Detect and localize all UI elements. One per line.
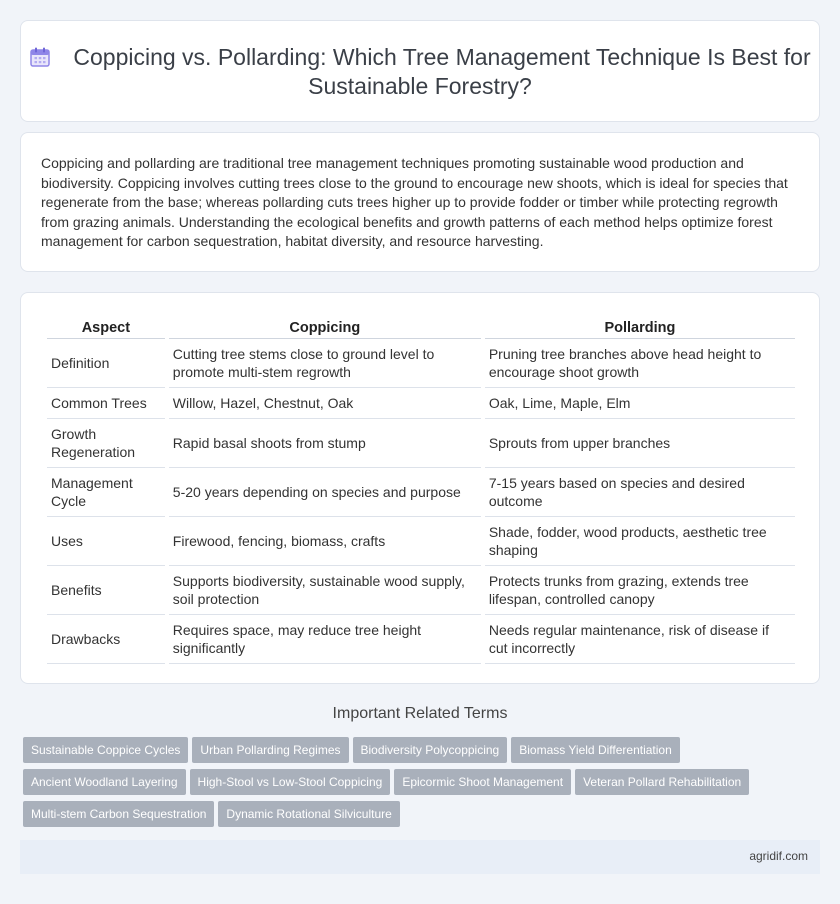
footer-site-link[interactable]: agridif.com <box>749 849 808 863</box>
related-term-tag[interactable]: Biomass Yield Differentiation <box>511 737 680 763</box>
page-title: Coppicing vs. Pollarding: Which Tree Management Technique Is Best for Sustainable Forestry? <box>73 44 811 99</box>
pollarding-cell: Needs regular maintenance, risk of disease if cut incorrectly <box>485 615 795 664</box>
table-row <box>47 388 795 419</box>
related-terms-title: Important Related Terms <box>332 705 508 722</box>
related-terms-list <box>23 737 813 833</box>
calendar-icon <box>29 46 51 68</box>
comparison-table <box>43 315 799 664</box>
header-card <box>20 20 820 122</box>
table-header-row <box>47 315 795 339</box>
coppicing-cell: Rapid basal shoots from stump <box>169 419 481 468</box>
table-row <box>47 419 795 468</box>
coppicing-cell: Requires space, may reduce tree height significantly <box>169 615 481 664</box>
related-term-tag[interactable]: High-Stool vs Low-Stool Coppicing <box>190 769 391 795</box>
aspect-cell: Uses <box>47 517 165 566</box>
pollarding-cell: Pruning tree branches above head height to encourage shoot growth <box>485 339 795 388</box>
table-row <box>47 615 795 664</box>
pollarding-cell: 7-15 years based on species and desired outcome <box>485 468 795 517</box>
related-term-tag[interactable]: Epicormic Shoot Management <box>394 769 571 795</box>
coppicing-cell: Cutting tree stems close to ground level to promote multi-stem regrowth <box>169 339 481 388</box>
coppicing-cell: Firewood, fencing, biomass, crafts <box>169 517 481 566</box>
table-row <box>47 517 795 566</box>
pollarding-cell: Shade, fodder, wood products, aesthetic tree shaping <box>485 517 795 566</box>
table-row <box>47 566 795 615</box>
aspect-cell: Benefits <box>47 566 165 615</box>
related-term-tag[interactable]: Urban Pollarding Regimes <box>192 737 348 763</box>
related-term-tag[interactable]: Dynamic Rotational Silviculture <box>218 801 399 827</box>
aspect-cell: Drawbacks <box>47 615 165 664</box>
aspect-cell: Definition <box>47 339 165 388</box>
pollarding-cell: Protects trunks from grazing, extends tree lifespan, controlled canopy <box>485 566 795 615</box>
coppicing-cell: 5-20 years depending on species and purpose <box>169 468 481 517</box>
table-row <box>47 468 795 517</box>
related-term-tag[interactable]: Veteran Pollard Rehabilitation <box>575 769 749 795</box>
related-term-tag[interactable]: Multi-stem Carbon Sequestration <box>23 801 214 827</box>
intro-card <box>20 132 820 272</box>
header-aspect: Aspect <box>47 315 165 339</box>
intro-text: Coppicing and pollarding are traditional tree management techniques promoting sustainable wood production and biodiversity. Coppicing involves cutting trees close to the ground to encourage new shoots, which is ideal for species that regenerate from the base; whereas pollarding cuts trees higher up to provide fodder or timber while protecting regrowth from grazing animals. Understanding the ecological benefits and growth patterns of each method helps optimize forest management for carbon sequestration, habitat diversity, and resource harvesting. <box>41 155 788 250</box>
aspect-cell: Growth Regeneration <box>47 419 165 468</box>
aspect-cell: Common Trees <box>47 388 165 419</box>
pollarding-cell: Sprouts from upper branches <box>485 419 795 468</box>
footer <box>20 840 820 874</box>
related-term-tag[interactable]: Biodiversity Polycoppicing <box>353 737 508 763</box>
table-row <box>47 339 795 388</box>
header-title-block <box>21 43 819 101</box>
coppicing-cell: Supports biodiversity, sustainable wood supply, soil protection <box>169 566 481 615</box>
aspect-cell: Management Cycle <box>47 468 165 517</box>
comparison-table-card <box>20 292 820 684</box>
related-term-tag[interactable]: Ancient Woodland Layering <box>23 769 186 795</box>
coppicing-cell: Willow, Hazel, Chestnut, Oak <box>169 388 481 419</box>
header-pollarding: Pollarding <box>485 315 795 339</box>
related-term-tag[interactable]: Sustainable Coppice Cycles <box>23 737 188 763</box>
header-coppicing: Coppicing <box>169 315 481 339</box>
pollarding-cell: Oak, Lime, Maple, Elm <box>485 388 795 419</box>
